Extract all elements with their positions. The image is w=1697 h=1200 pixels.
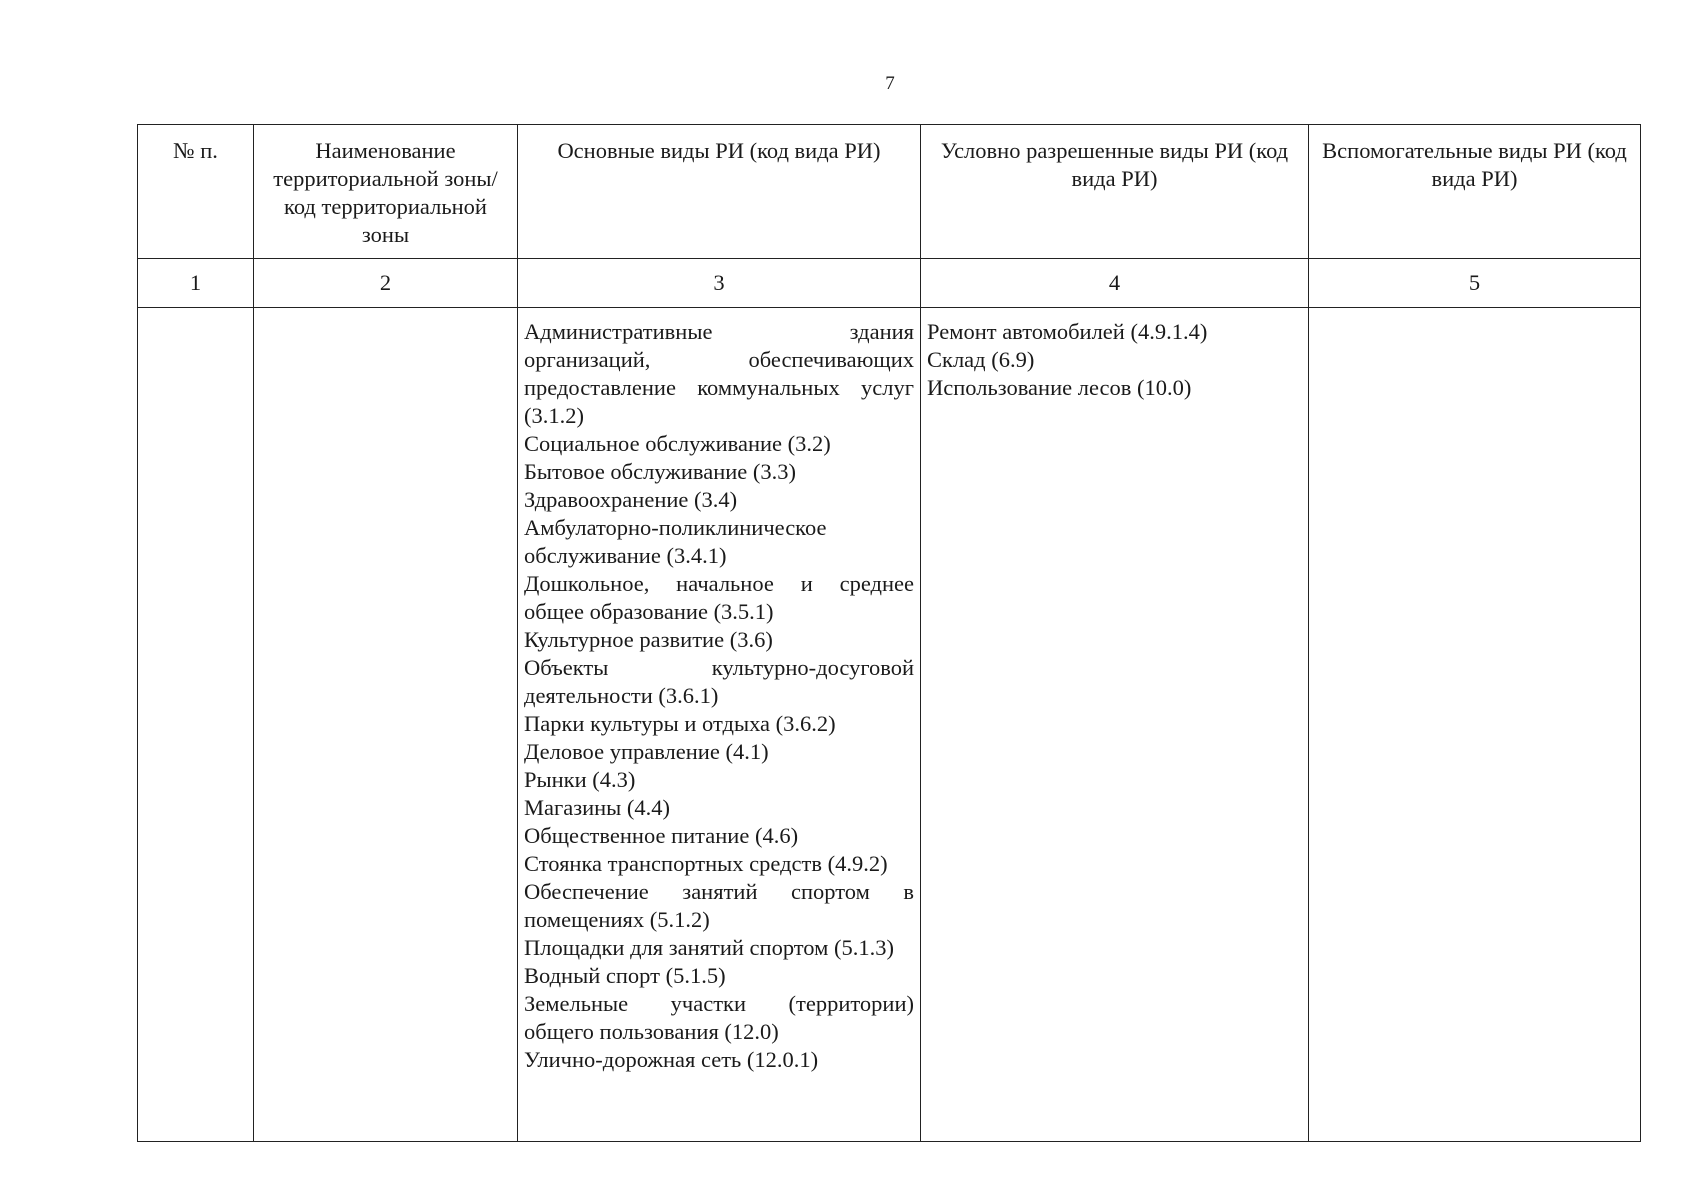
list-item: Социальное обслуживание (3.2): [524, 431, 831, 456]
list-item: Деловое управление (4.1): [524, 739, 769, 764]
list-item: Использование лесов (10.0): [927, 375, 1192, 400]
list-item: Магазины (4.4): [524, 795, 671, 820]
list-item: Бытовое обслуживание (3.3): [524, 459, 796, 484]
zone-name-cell: [254, 308, 518, 1142]
column-number: 5: [1309, 259, 1641, 308]
list-item: Административные здания организаций, обеспечивающих предоставление коммунальных услуг (3.1.2): [524, 319, 914, 428]
header-number: № п.: [138, 125, 254, 259]
list-item: Амбулаторно-поликлиническое обслуживание (3.4.1): [524, 515, 827, 568]
main-uses-list: [524, 318, 914, 1074]
list-item: Рынки (4.3): [524, 767, 636, 792]
column-number: 3: [518, 259, 921, 308]
list-item: Общественное питание (4.6): [524, 823, 799, 848]
list-item: Склад (6.9): [927, 347, 1035, 372]
column-number: 4: [921, 259, 1309, 308]
list-item: Дошкольное, начальное и среднее общее образование (3.5.1): [524, 571, 914, 624]
header-zone-name: Наименование территориальной зоны/код территориальной зоны: [254, 125, 518, 259]
list-item: Стоянка транспортных средств (4.9.2): [524, 851, 888, 876]
list-item: Здравоохранение (3.4): [524, 487, 738, 512]
list-item: Водный спорт (5.1.5): [524, 963, 726, 988]
table-row: [138, 308, 1641, 1142]
main-uses-cell: [518, 308, 921, 1142]
list-item: Парки культуры и отдыха (3.6.2): [524, 711, 836, 736]
column-number-row: [138, 259, 1641, 308]
header-auxiliary-uses: Вспомогательные виды РИ (код вида РИ): [1309, 125, 1641, 259]
land-use-table: [137, 124, 1641, 1142]
column-number: 2: [254, 259, 518, 308]
auxiliary-uses-cell: [1309, 308, 1641, 1142]
header-conditional-uses: Условно разрешенные виды РИ (код вида РИ): [921, 125, 1309, 259]
list-item: Культурное развитие (3.6): [524, 627, 773, 652]
list-item: Ремонт автомобилей (4.9.1.4): [927, 319, 1208, 344]
column-number: 1: [138, 259, 254, 308]
list-item: Земельные участки (территории) общего пользования (12.0): [524, 991, 914, 1044]
list-item: Объекты культурно-досуговой деятельности (3.6.1): [524, 655, 914, 708]
list-item: Площадки для занятий спортом (5.1.3): [524, 935, 894, 960]
conditional-uses-list: [927, 318, 1302, 402]
page-number: 7: [885, 73, 895, 94]
list-item: Улично-дорожная сеть (12.0.1): [524, 1047, 819, 1072]
conditional-uses-cell: [921, 308, 1309, 1142]
list-item: Обеспечение занятий спортом в помещениях (5.1.2): [524, 879, 914, 932]
header-row: [138, 125, 1641, 259]
row-number-cell: [138, 308, 254, 1142]
header-main-uses: Основные виды РИ (код вида РИ): [518, 125, 921, 259]
